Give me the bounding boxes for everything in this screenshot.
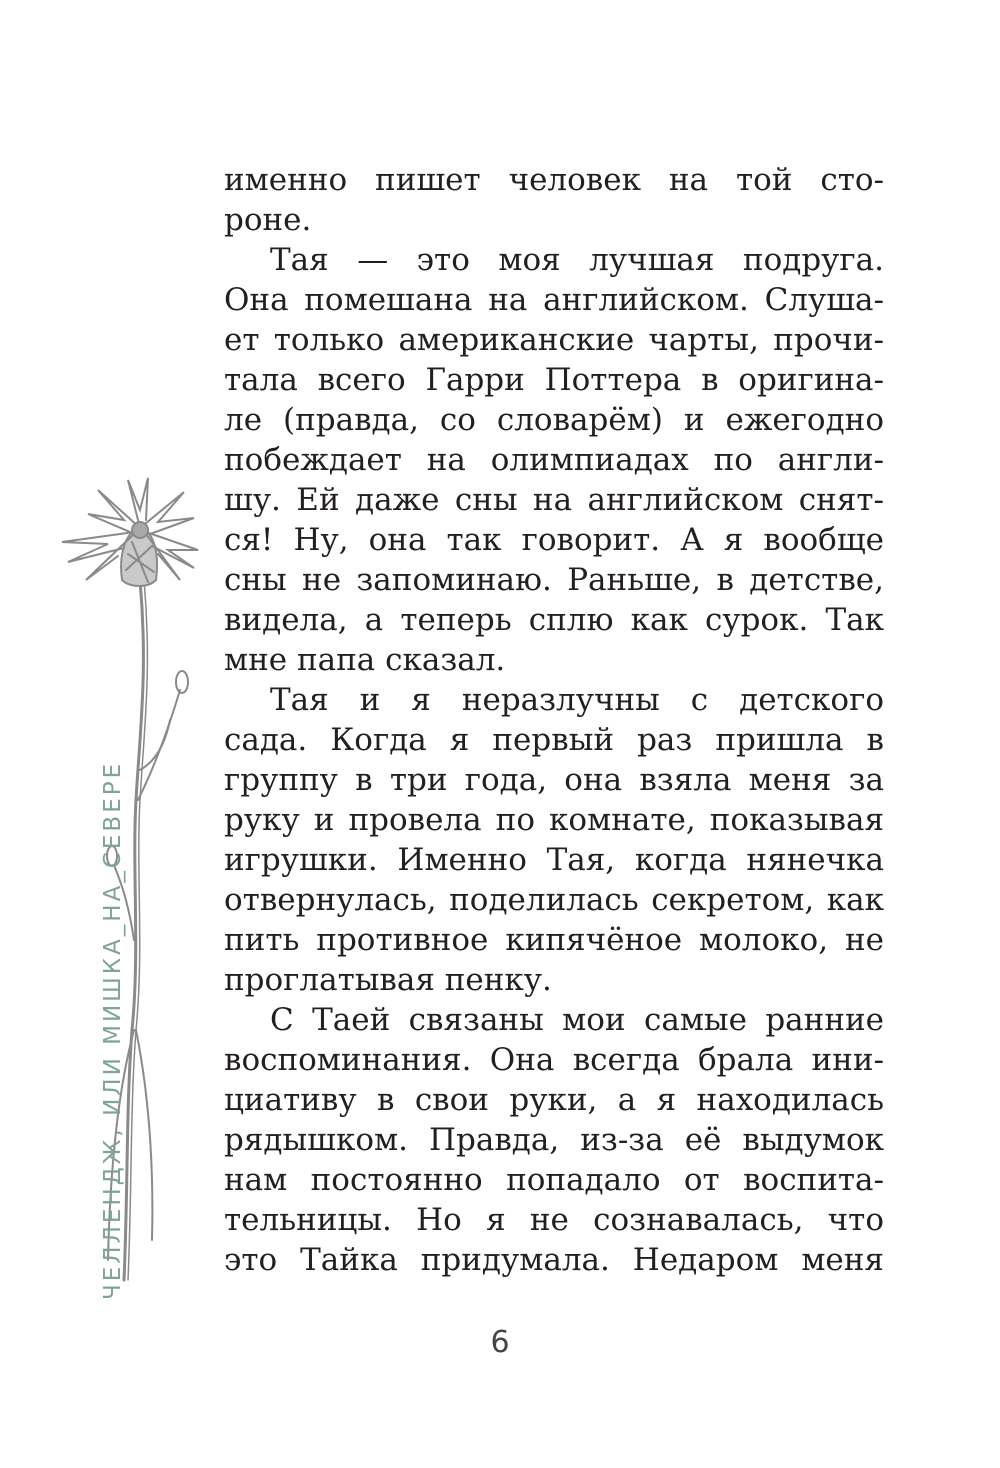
text-line: ся! Ну, она так говорит. А я вообще: [224, 522, 884, 558]
text-line: мне папа сказал.: [224, 642, 506, 678]
text-line: шу. Ей даже сны на английском снят-: [224, 482, 884, 518]
text-line: тельницы. Но я не сознавалась, что: [224, 1202, 884, 1238]
text-line: Тая — это моя лучшая подруга.: [270, 242, 884, 278]
text-line: нам постоянно попадало от воспита-: [224, 1162, 884, 1198]
text-line: отвернулась, поделилась секретом, как: [224, 882, 884, 918]
text-line: воспоминания. Она всегда брала ини-: [224, 1042, 884, 1078]
text-line: именно пишет человек на той сто-: [224, 162, 884, 198]
text-line: Тая и я неразлучны с детского: [270, 682, 884, 718]
text-line: циативу в свои руки, а я находилась: [224, 1082, 884, 1118]
text-line: руку и провела по комнате, показывая: [224, 802, 884, 838]
running-head: ЧЕЛЛЕНДЖ, ИЛИ МИШКА_НА_СЕВЕРЕ: [100, 760, 126, 1300]
text-line: проглатывая пенку.: [224, 962, 552, 998]
text-line: роне.: [224, 202, 312, 238]
text-line: С Таей связаны мои самые ранние: [270, 1002, 884, 1038]
text-line: ле (правда, со словарём) и ежегодно: [224, 402, 884, 438]
text-line: группу в три года, она взяла меня за: [224, 762, 884, 798]
text-line: Она помешана на английском. Слуша-: [224, 282, 884, 318]
text-line: побеждает на олимпиадах по англи-: [224, 442, 884, 478]
cornflower-icon: [48, 470, 208, 1290]
text-line: сада. Когда я первый раз пришла в: [224, 722, 884, 758]
page-number: 6: [490, 1325, 510, 1360]
text-line: тала всего Гарри Поттера в оригина-: [224, 362, 884, 398]
text-line: игрушки. Именно Тая, когда нянечка: [224, 842, 884, 878]
text-line: пить противное кипячёное молоко, не: [224, 922, 884, 958]
text-line: ет только американские чарты, прочи-: [224, 322, 884, 358]
body-text: [224, 160, 884, 1280]
text-line: видела, а теперь сплю как сурок. Так: [224, 602, 884, 638]
text-line: это Тайка придумала. Недаром меня: [224, 1242, 884, 1278]
text-line: рядышком. Правда, из-за её выдумок: [224, 1122, 884, 1158]
text-line: сны не запоминаю. Раньше, в детстве,: [224, 562, 884, 598]
